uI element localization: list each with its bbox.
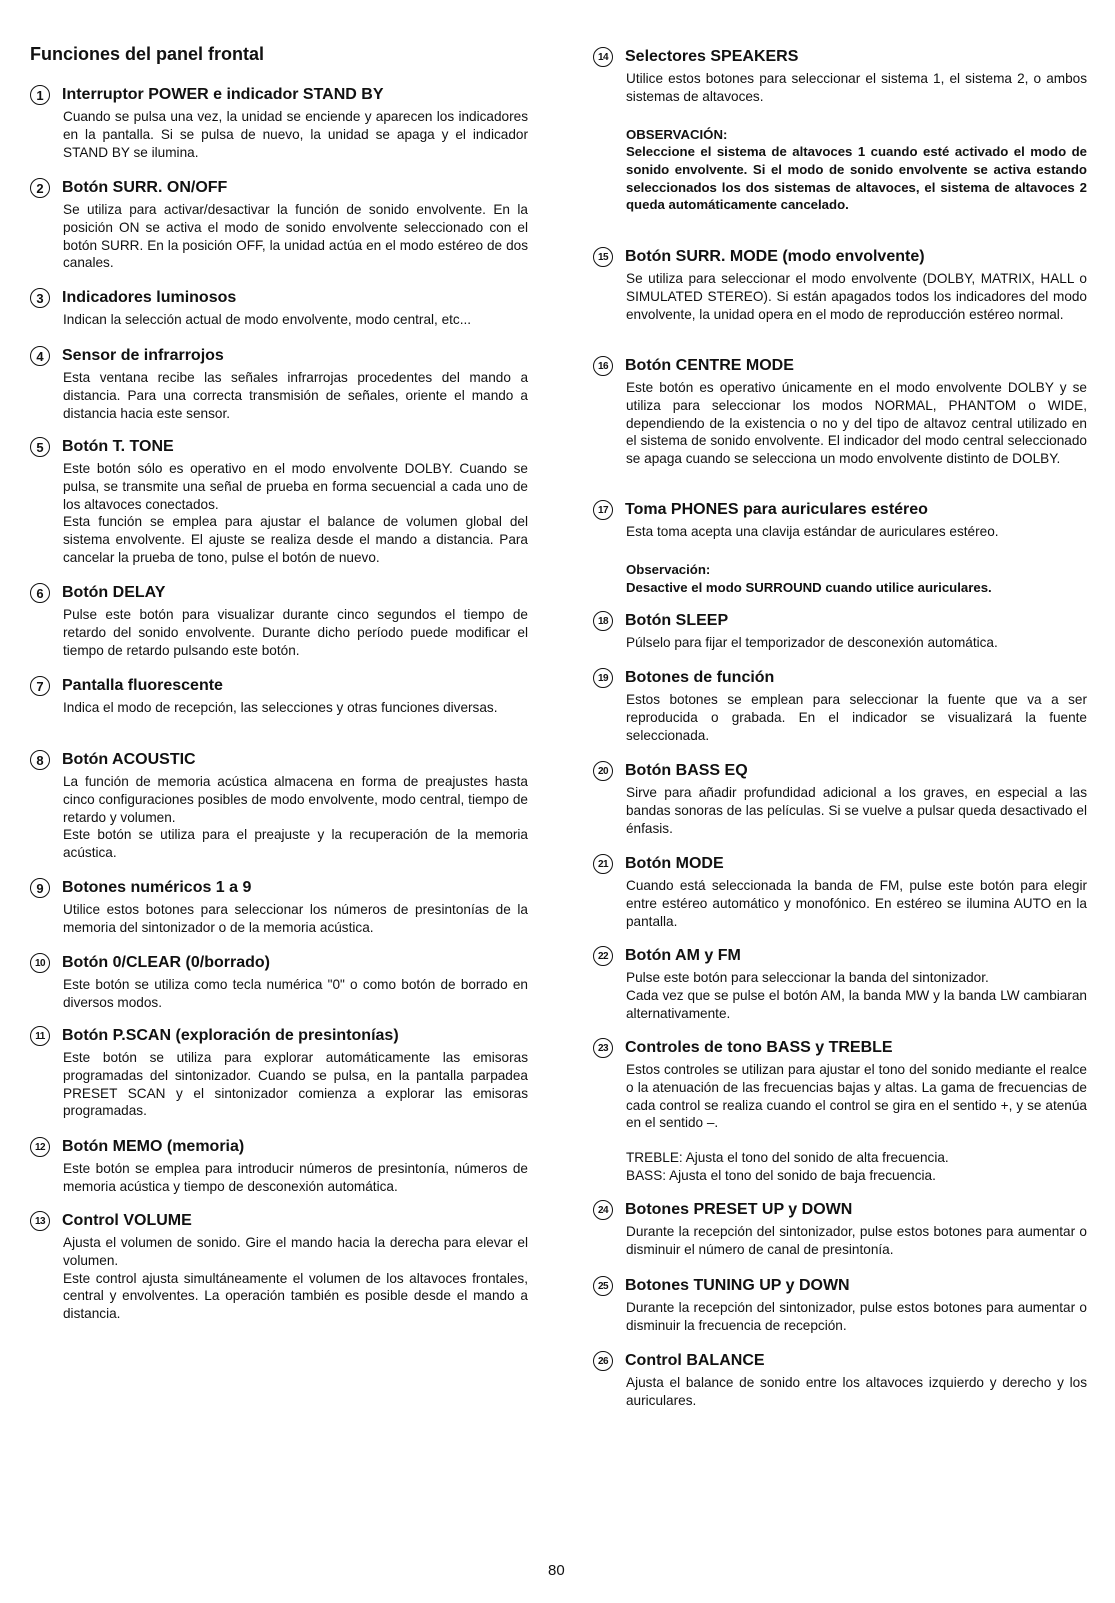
item-heading — [593, 1351, 1087, 1371]
item-description — [626, 784, 1087, 837]
function-item-5 — [30, 437, 528, 567]
circled-number: 19 — [593, 668, 613, 688]
item-heading — [30, 437, 528, 457]
item-heading — [593, 668, 1087, 688]
item-description — [63, 201, 528, 272]
function-item-13 — [30, 1211, 528, 1323]
circled-number: 12 — [30, 1137, 50, 1157]
item-description — [63, 460, 528, 567]
item-heading — [30, 583, 528, 603]
item-heading — [593, 500, 1087, 520]
item-heading — [593, 247, 1087, 267]
function-item-3 — [30, 288, 528, 329]
item-title: Botón DELAY — [62, 584, 166, 601]
item-heading — [593, 946, 1087, 966]
function-item-6 — [30, 583, 528, 659]
circled-number: 7 — [30, 676, 50, 696]
item-description — [626, 523, 1087, 596]
item-title: Toma PHONES para auriculares estéreo — [625, 501, 928, 518]
item-title: Control BALANCE — [625, 1352, 765, 1369]
item-title: Botón SURR. MODE (modo envolvente) — [625, 248, 925, 265]
item-title: Botones de función — [625, 669, 775, 686]
circled-number: 15 — [593, 247, 613, 267]
item-heading — [30, 878, 528, 898]
circled-number: 24 — [593, 1200, 613, 1220]
item-title: Botones numéricos 1 a 9 — [62, 879, 252, 896]
item-heading — [593, 1200, 1087, 1220]
description-paragraph: Este botón se emplea para introducir números de presintonía, números de memoria acústica y tiempo de desconexión automática. — [63, 1161, 528, 1194]
item-title: Botón CENTRE MODE — [625, 357, 794, 374]
circled-number: 11 — [30, 1026, 50, 1046]
function-item-26 — [593, 1351, 1087, 1410]
function-item-11 — [30, 1026, 528, 1120]
description-paragraph: Este botón se utiliza para el preajuste y la recuperación de la memoria acústica. — [63, 827, 528, 861]
item-title: Botón BASS EQ — [625, 762, 748, 779]
circled-number: 1 — [30, 85, 50, 105]
description-paragraph: Este botón es operativo únicamente en el modo envolvente DOLBY y se utiliza para seleccionar los modos NORMAL, PHANTOM o WIDE, dependiendo de la existencia o no y del tipo de altavoz central utilizado en el sistema de sonido envolvente. El indicador del modo central seleccionado se apaga cuando se selecciona un modo envolvente distinto de DOLBY. — [626, 380, 1087, 467]
circled-number: 18 — [593, 611, 613, 631]
item-title: Botón SLEEP — [625, 612, 729, 629]
item-title: Controles de tono BASS y TREBLE — [625, 1039, 893, 1056]
function-item-22 — [593, 946, 1087, 1022]
description-paragraph: Este botón se utiliza como tecla numérica "0" o como botón de borrado en diversos modos. — [63, 977, 528, 1010]
item-description — [63, 108, 528, 161]
item-heading — [30, 288, 528, 308]
circled-number: 17 — [593, 500, 613, 520]
description-paragraph: Indican la selección actual de modo envolvente, modo central, etc... — [63, 312, 472, 327]
item-title: Botón SURR. ON/OFF — [62, 179, 228, 196]
description-paragraph: Pulse este botón para visualizar durante cinco segundos el tiempo de retardo del sonido envolvente. Durante dicho período puede modificar el tiempo de retardo pulsando este botón. — [63, 607, 528, 658]
item-title: Control VOLUME — [62, 1212, 192, 1229]
circled-number: 16 — [593, 356, 613, 376]
item-heading — [30, 676, 528, 696]
item-description — [63, 773, 528, 862]
description-paragraph: Esta función se emplea para ajustar el balance de volumen global del sistema envolvente. El ajuste se realiza desde el mando a distancia. Para cancelar la prueba de tono, pulse el botón de nuevo. — [63, 514, 528, 565]
function-item-9 — [30, 878, 528, 937]
item-heading — [30, 750, 528, 770]
circled-number: 22 — [593, 946, 613, 966]
circled-number: 21 — [593, 854, 613, 874]
item-title: Botón T. TONE — [62, 438, 174, 455]
function-item-17 — [593, 500, 1087, 596]
circled-number: 8 — [30, 750, 50, 770]
note-label: Observación: — [626, 561, 711, 577]
description-paragraph: La función de memoria acústica almacena en forma de preajustes hasta cinco configuraciones posibles de modo envolvente, modo central, tiempo de retardo y volumen. — [63, 774, 528, 825]
circled-number: 25 — [593, 1276, 613, 1296]
description-paragraph: Pulse este botón para seleccionar la banda del sintonizador. — [626, 970, 989, 985]
function-item-8 — [30, 750, 528, 862]
circled-number: 4 — [30, 346, 50, 366]
item-heading — [30, 1026, 528, 1046]
item-heading — [30, 346, 528, 366]
circled-number: 13 — [30, 1211, 50, 1231]
function-item-25 — [593, 1276, 1087, 1335]
item-description — [63, 311, 528, 329]
description-paragraph: Durante la recepción del sintonizador, pulse estos botones para aumentar o disminuir la frecuencia de recepción. — [626, 1300, 1087, 1333]
function-item-20 — [593, 761, 1087, 837]
function-item-21 — [593, 854, 1087, 930]
note-text: Desactive el modo SURROUND cuando utilice auriculares. — [626, 579, 992, 595]
item-title: Pantalla fluorescente — [62, 677, 223, 694]
item-title: Botón AM y FM — [625, 947, 741, 964]
function-item-15 — [593, 247, 1087, 323]
function-item-4 — [30, 346, 528, 422]
description-paragraph: Estos controles se utilizan para ajustar el tono del sonido mediante el realce o la atenuación de las frecuencias bajas y altas. La gama de frecuencias de cada control se realiza cuando el control se gira en el sentido +, y se atenúa en el sentido –. — [626, 1062, 1087, 1131]
description-paragraph: Cuando se pulsa una vez, la unidad se enciende y aparecen los indicadores en la pantalla. Si se pulsa de nuevo, la unidad se apaga y el indicador STAND BY se ilumina. — [63, 109, 528, 160]
item-heading — [30, 1137, 528, 1157]
note-label: OBSERVACIÓN: — [626, 126, 728, 142]
item-description — [626, 1299, 1087, 1335]
item-heading — [593, 854, 1087, 874]
item-heading — [593, 47, 1087, 67]
item-description — [626, 877, 1087, 930]
item-description — [63, 606, 528, 659]
item-description — [626, 70, 1087, 214]
circled-number: 10 — [30, 953, 50, 973]
description-paragraph: Indica el modo de recepción, las selecciones y otras funciones diversas. — [63, 700, 498, 715]
item-title: Selectores SPEAKERS — [625, 48, 799, 65]
function-item-14 — [593, 47, 1087, 214]
item-description — [63, 369, 528, 422]
section-title: Funciones del panel frontal — [30, 44, 265, 64]
item-title: Botón ACOUSTIC — [62, 751, 196, 768]
item-heading — [593, 356, 1087, 376]
item-heading — [30, 85, 528, 105]
item-heading — [593, 611, 1087, 631]
note-text: Seleccione el sistema de altavoces 1 cuando esté activado el modo de sonido envolvente. Si el modo de sonido envolvente se activa estando seleccionados los dos sistemas de altavoces, el sistema de altavoces 2 queda automáticamente cancelado. — [626, 144, 1087, 213]
item-title: Indicadores luminosos — [62, 289, 237, 306]
item-title: Botones PRESET UP y DOWN — [625, 1201, 853, 1218]
circled-number: 2 — [30, 178, 50, 198]
description-paragraph: Se utiliza para activar/desactivar la función de sonido envolvente. En la posición ON se activa el modo de sonido envolvente seleccionado con el botón SURR. En la posición OFF, la unidad actúa en el modo estéreo de dos canales. — [63, 202, 528, 271]
function-item-2 — [30, 178, 528, 272]
description-paragraph: Púlselo para fijar el temporizador de desconexión automática. — [626, 635, 998, 650]
circled-number: 6 — [30, 583, 50, 603]
item-heading — [30, 178, 528, 198]
item-description — [626, 691, 1087, 744]
item-title: Botones TUNING UP y DOWN — [625, 1277, 850, 1294]
item-description — [626, 379, 1087, 468]
item-description — [63, 1234, 528, 1323]
description-paragraph: Se utiliza para seleccionar el modo envolvente (DOLBY, MATRIX, HALL o SIMULATED STEREO). Si están apagados todos los indicadores del modo envolvente, la unidad opera en el modo de reproducción estéreo normal. — [626, 271, 1087, 322]
item-title: Botón P.SCAN (exploración de presintonías) — [62, 1027, 399, 1044]
description-paragraph: Ajusta el volumen de sonido. Gire el mando hacia la derecha para elevar el volumen. — [63, 1235, 528, 1268]
description-paragraph: Esta ventana recibe las señales infrarrojas procedentes del mando a distancia. Para una correcta transmisión de señales, oriente el mando a distancia hacia este sensor. — [63, 370, 528, 421]
item-description — [63, 901, 528, 937]
function-item-16 — [593, 356, 1087, 468]
item-title: Botón MODE — [625, 855, 724, 872]
item-heading — [593, 761, 1087, 781]
description-paragraph: Este botón sólo es operativo en el modo envolvente DOLBY. Cuando se pulsa, se transmite una señal de prueba en forma secuencial a cada uno de los altavoces conectados. — [63, 461, 528, 512]
description-paragraph: Cuando está seleccionada la banda de FM, pulse este botón para elegir entre estéreo automático y monofónico. En estéreo se ilumina AUTO en la pantalla. — [626, 878, 1087, 929]
item-description — [626, 1223, 1087, 1259]
function-item-10 — [30, 953, 528, 1012]
description-paragraph: Sirve para añadir profundidad adicional a los graves, en especial a las bandas sonoras de las películas. Si se vuelve a pulsar queda desactivado el énfasis. — [626, 785, 1087, 836]
circled-number: 3 — [30, 288, 50, 308]
item-title: Sensor de infrarrojos — [62, 347, 224, 364]
item-description — [626, 969, 1087, 1022]
item-heading — [30, 953, 528, 973]
description-paragraph: Ajusta el balance de sonido entre los altavoces izquierdo y derecho y los auriculares. — [626, 1375, 1087, 1408]
item-heading — [593, 1276, 1087, 1296]
circled-number: 9 — [30, 878, 50, 898]
description-paragraph: Durante la recepción del sintonizador, pulse estos botones para aumentar o disminuir el número de canal de presintonía. — [626, 1224, 1087, 1257]
item-title: Botón 0/CLEAR (0/borrado) — [62, 954, 270, 971]
page-number: 80 — [548, 1562, 565, 1579]
item-description — [63, 976, 528, 1012]
item-title: Botón MEMO (memoria) — [62, 1138, 245, 1155]
circled-number: 20 — [593, 761, 613, 781]
item-heading — [593, 1038, 1087, 1058]
item-description — [63, 699, 528, 717]
item-description — [63, 1049, 528, 1120]
function-item-19 — [593, 668, 1087, 744]
tone-detail: BASS: Ajusta el tono del sonido de baja frecuencia. — [626, 1167, 936, 1183]
function-item-12 — [30, 1137, 528, 1196]
item-title: Interruptor POWER e indicador STAND BY — [62, 86, 384, 103]
description-paragraph: Utilice estos botones para seleccionar el sistema 1, el sistema 2, o ambos sistemas de altavoces. — [626, 71, 1087, 104]
description-paragraph: Este botón se utiliza para explorar automáticamente las emisoras programadas del sintonizador. Cuando se pulsa, en la pantalla parpadea PRESET SCAN y el sintonizador comienza a explorar las emisoras programadas. — [63, 1050, 528, 1119]
function-item-18 — [593, 611, 1087, 652]
item-description — [626, 1374, 1087, 1410]
circled-number: 14 — [593, 47, 613, 67]
circled-number: 23 — [593, 1038, 613, 1058]
function-item-1 — [30, 85, 528, 161]
item-description — [626, 634, 1087, 652]
description-paragraph: Utilice estos botones para seleccionar los números de presintonías de la memoria del sintonizador o de la memoria acústica. — [63, 902, 528, 935]
item-description — [63, 1160, 528, 1196]
function-item-7 — [30, 676, 528, 717]
tone-detail: TREBLE: Ajusta el tono del sonido de alta frecuencia. — [626, 1150, 949, 1166]
function-item-23 — [593, 1038, 1087, 1185]
circled-number: 26 — [593, 1351, 613, 1371]
description-paragraph: Esta toma acepta una clavija estándar de auriculares estéreo. — [626, 524, 999, 539]
item-heading — [30, 1211, 528, 1231]
description-paragraph: Estos botones se emplean para seleccionar la fuente que va a ser reproducida o grabada. En el indicador se visualizará la fuente seleccionada. — [626, 692, 1087, 743]
item-description — [626, 1061, 1087, 1185]
item-description — [626, 270, 1087, 323]
circled-number: 5 — [30, 437, 50, 457]
function-item-24 — [593, 1200, 1087, 1259]
description-paragraph: Este control ajusta simultáneamente el volumen de los altavoces frontales, central y envolventes. La operación también es posible desde el mando a distancia. — [63, 1270, 528, 1322]
description-paragraph: Cada vez que se pulse el botón AM, la banda MW y la banda LW cambiaran alternativamente. — [626, 987, 1087, 1021]
